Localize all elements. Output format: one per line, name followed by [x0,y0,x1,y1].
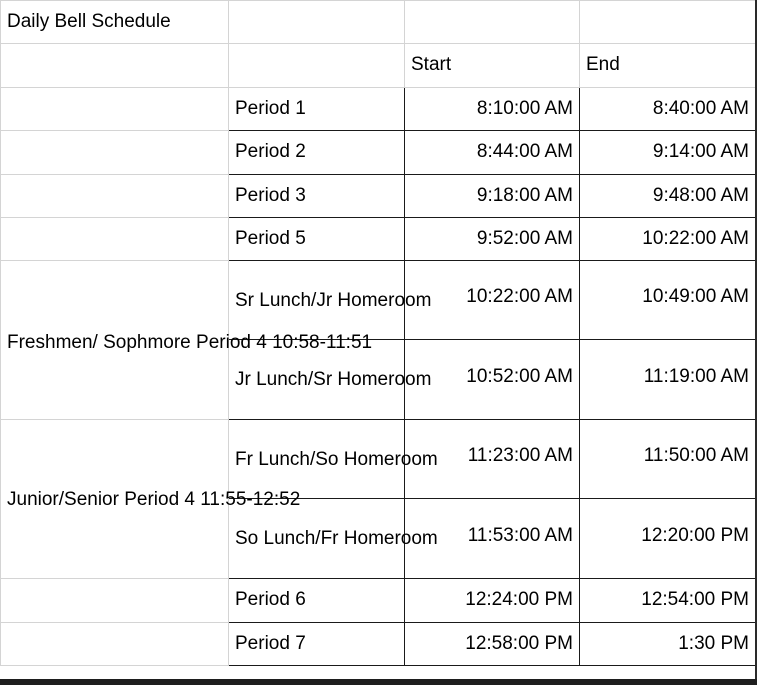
empty-cell[interactable] [1,131,229,175]
period-name[interactable]: Sr Lunch/Jr Homeroom [229,261,405,340]
start-time[interactable]: 10:52:00 AM [405,340,580,420]
group-label-jr-sr[interactable]: Junior/Senior Period 4 11:55-12:52 [1,420,229,579]
empty-cell[interactable] [1,579,229,623]
period-name[interactable]: So Lunch/Fr Homeroom [229,499,405,579]
end-time[interactable]: 9:14:00 AM [580,131,756,175]
end-time[interactable]: 12:20:00 PM [580,499,756,579]
table-row [1,261,756,340]
start-time[interactable]: 12:24:00 PM [405,579,580,623]
period-name[interactable]: Period 7 [229,623,405,666]
period-name[interactable]: Period 2 [229,131,405,175]
table-row [1,579,756,623]
empty-cell[interactable] [229,1,405,44]
end-time[interactable]: 1:30 PM [580,623,756,666]
empty-cell[interactable] [1,175,229,218]
empty-cell[interactable] [1,88,229,131]
end-time[interactable]: 10:22:00 AM [580,218,756,261]
header-row [1,44,756,88]
table-row [1,131,756,175]
window-edge [0,679,757,685]
end-time[interactable]: 11:19:00 AM [580,340,756,420]
table-row [1,218,756,261]
group-label-fr-so[interactable]: Freshmen/ Sophmore Period 4 10:58-11:51 [1,261,229,420]
period-name[interactable]: Jr Lunch/Sr Homeroom [229,340,405,420]
table-row [1,88,756,131]
period-name[interactable]: Period 3 [229,175,405,218]
period-name[interactable]: Period 5 [229,218,405,261]
table-row [1,623,756,666]
empty-cell[interactable] [1,623,229,666]
start-time[interactable]: 11:23:00 AM [405,420,580,499]
title-row [1,1,756,44]
end-time[interactable]: 11:50:00 AM [580,420,756,499]
table-row [1,175,756,218]
period-name[interactable]: Period 6 [229,579,405,623]
period-name[interactable]: Fr Lunch/So Homeroom [229,420,405,499]
start-time[interactable]: 9:18:00 AM [405,175,580,218]
table-row [1,420,756,499]
start-time[interactable]: 11:53:00 AM [405,499,580,579]
empty-cell[interactable] [405,1,580,44]
end-time[interactable]: 10:49:00 AM [580,261,756,340]
end-header[interactable]: End [580,44,756,88]
sheet-title[interactable]: Daily Bell Schedule [1,1,229,44]
empty-cell[interactable] [1,44,229,88]
start-time[interactable]: 8:44:00 AM [405,131,580,175]
empty-cell[interactable] [229,44,405,88]
start-time[interactable]: 10:22:00 AM [405,261,580,340]
start-header[interactable]: Start [405,44,580,88]
end-time[interactable]: 12:54:00 PM [580,579,756,623]
end-time[interactable]: 9:48:00 AM [580,175,756,218]
empty-cell[interactable] [580,1,756,44]
start-time[interactable]: 8:10:00 AM [405,88,580,131]
start-time[interactable]: 12:58:00 PM [405,623,580,666]
empty-cell[interactable] [1,218,229,261]
period-name[interactable]: Period 1 [229,88,405,131]
end-time[interactable]: 8:40:00 AM [580,88,756,131]
start-time[interactable]: 9:52:00 AM [405,218,580,261]
